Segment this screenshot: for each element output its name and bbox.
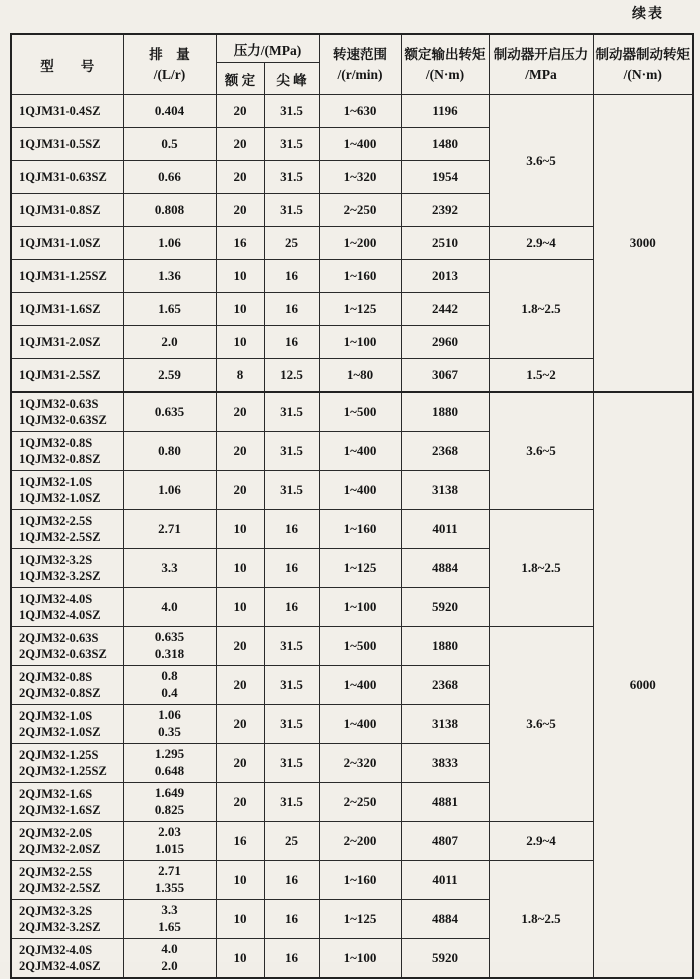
- displacement-value: 0.5: [161, 135, 178, 151]
- output-torque-cell: 1480: [401, 128, 489, 161]
- speed-range-cell: 1~80: [319, 359, 401, 393]
- table-row: [11, 95, 693, 128]
- displacement-value: 1.36: [158, 267, 181, 283]
- peak-pressure-cell: 16: [264, 293, 319, 326]
- brake-pressure-cell: 1.8~2.5: [489, 260, 593, 359]
- peak-pressure-cell: 31.5: [264, 627, 319, 666]
- speed-range-cell: 1~160: [319, 510, 401, 549]
- rated-pressure-cell: 20: [216, 627, 264, 666]
- rated-pressure-cell: 8: [216, 359, 264, 393]
- displacement-value: 1.295: [154, 746, 185, 762]
- table-row: [11, 822, 693, 861]
- output-torque-cell: 2392: [401, 194, 489, 227]
- header-brake-torque-title: 制动器制动转矩: [595, 46, 691, 62]
- header-pressure-peak: 尖 峰: [264, 63, 319, 95]
- displacement-value: 0.66: [158, 168, 181, 184]
- peak-pressure-cell: 31.5: [264, 161, 319, 194]
- model-name: 1QJM32-1.0SZ: [19, 491, 101, 505]
- model-cell: [11, 227, 123, 260]
- displacement-cell: [123, 744, 216, 783]
- brake-pressure-cell: 1.8~2.5: [489, 861, 593, 979]
- displacement-cell: [123, 432, 216, 471]
- header-brake-pressure-title: 制动器开启压力: [493, 46, 589, 62]
- rated-pressure-cell: 20: [216, 194, 264, 227]
- displacement-value: 1.06: [158, 481, 181, 497]
- model-name: 1QJM32-4.0SZ: [19, 608, 101, 622]
- output-torque-cell: 2960: [401, 326, 489, 359]
- displacement-cell: [123, 194, 216, 227]
- model-name: 2QJM32-1.6SZ: [19, 803, 101, 817]
- model-name: 2QJM32-1.0S: [19, 708, 93, 723]
- displacement-value: 2.59: [158, 366, 181, 382]
- peak-pressure-cell: 31.5: [264, 392, 319, 432]
- peak-pressure-cell: 31.5: [264, 744, 319, 783]
- displacement-cell: [123, 705, 216, 744]
- rated-pressure-cell: 10: [216, 900, 264, 939]
- displacement-value: 1.06: [158, 234, 181, 250]
- speed-range-cell: 1~125: [319, 549, 401, 588]
- rated-pressure-cell: 20: [216, 432, 264, 471]
- peak-pressure-cell: 31.5: [264, 471, 319, 510]
- rated-pressure-cell: 20: [216, 95, 264, 128]
- displacement-cell: [123, 227, 216, 260]
- model-name: 2QJM32-4.0S: [19, 942, 93, 957]
- rated-pressure-cell: 20: [216, 161, 264, 194]
- output-torque-cell: 3138: [401, 471, 489, 510]
- model-name: 2QJM32-2.0SZ: [19, 842, 101, 856]
- peak-pressure-cell: 31.5: [264, 128, 319, 161]
- displacement-value: 0.635: [154, 629, 185, 645]
- model-cell: [11, 588, 123, 627]
- output-torque-cell: 1196: [401, 95, 489, 128]
- model-cell: [11, 161, 123, 194]
- brake-pressure-cell: 3.6~5: [489, 627, 593, 822]
- model-name: 1QJM32-3.2SZ: [19, 569, 101, 583]
- header-displacement-title: 排 量: [149, 46, 190, 62]
- peak-pressure-cell: 31.5: [264, 194, 319, 227]
- header-brake-torque-unit: /(N·m): [623, 66, 662, 82]
- speed-range-cell: 1~100: [319, 588, 401, 627]
- model-cell: [11, 293, 123, 326]
- header-model: 型 号: [11, 34, 123, 95]
- table-row: [11, 510, 693, 549]
- header-speed: [319, 34, 401, 95]
- displacement-value: 3.3: [161, 902, 178, 918]
- speed-range-cell: 2~200: [319, 822, 401, 861]
- model-cell: [11, 549, 123, 588]
- displacement-cell: [123, 627, 216, 666]
- model-name: 2QJM32-0.8SZ: [19, 686, 101, 700]
- model-name: 1QJM32-2.5S: [19, 513, 93, 528]
- model-cell: [11, 861, 123, 900]
- speed-range-cell: 1~200: [319, 227, 401, 260]
- model-cell: [11, 900, 123, 939]
- model-cell: [11, 666, 123, 705]
- rated-pressure-cell: 20: [216, 744, 264, 783]
- header-speed-unit: /(r/min): [337, 66, 383, 82]
- displacement-cell: [123, 549, 216, 588]
- speed-range-cell: 1~160: [319, 861, 401, 900]
- model-name: 1QJM31-0.8SZ: [19, 202, 101, 217]
- brake-torque-cell: 6000: [593, 392, 693, 978]
- peak-pressure-cell: 25: [264, 227, 319, 260]
- output-torque-cell: 4011: [401, 510, 489, 549]
- speed-range-cell: 2~250: [319, 194, 401, 227]
- displacement-cell: [123, 861, 216, 900]
- displacement-cell: [123, 588, 216, 627]
- displacement-cell: [123, 161, 216, 194]
- output-torque-cell: 5920: [401, 939, 489, 979]
- displacement-cell: [123, 666, 216, 705]
- model-cell: [11, 822, 123, 861]
- model-cell: [11, 392, 123, 432]
- displacement-cell: [123, 900, 216, 939]
- model-name: 2QJM32-3.2SZ: [19, 920, 101, 934]
- peak-pressure-cell: 16: [264, 549, 319, 588]
- header-displacement: [123, 34, 216, 95]
- displacement-value: 0.318: [154, 646, 185, 661]
- displacement-value: 2.0: [161, 958, 178, 973]
- brake-pressure-cell: 3.6~5: [489, 392, 593, 510]
- displacement-value: 0.404: [154, 102, 185, 118]
- peak-pressure-cell: 31.5: [264, 432, 319, 471]
- model-name: 2QJM32-3.2S: [19, 903, 93, 918]
- speed-range-cell: 1~500: [319, 392, 401, 432]
- model-name: 2QJM32-2.5S: [19, 864, 93, 879]
- brake-pressure-cell: 2.9~4: [489, 227, 593, 260]
- rated-pressure-cell: 10: [216, 326, 264, 359]
- model-name: 1QJM31-2.0SZ: [19, 334, 101, 349]
- output-torque-cell: 1880: [401, 392, 489, 432]
- model-name: 2QJM32-1.25SZ: [19, 764, 107, 778]
- header-output-torque: [401, 34, 489, 95]
- speed-range-cell: 1~400: [319, 666, 401, 705]
- table-row: [11, 260, 693, 293]
- displacement-value: 0.648: [154, 763, 185, 778]
- displacement-cell: [123, 510, 216, 549]
- speed-range-cell: 2~320: [319, 744, 401, 783]
- model-name: 1QJM32-2.5SZ: [19, 530, 101, 544]
- rated-pressure-cell: 16: [216, 822, 264, 861]
- displacement-cell: [123, 392, 216, 432]
- speed-range-cell: 1~160: [319, 260, 401, 293]
- speed-range-cell: 1~125: [319, 900, 401, 939]
- displacement-cell: [123, 359, 216, 393]
- output-torque-cell: 1880: [401, 627, 489, 666]
- displacement-cell: [123, 326, 216, 359]
- model-name: 1QJM32-0.63SZ: [19, 413, 107, 427]
- speed-range-cell: 1~400: [319, 705, 401, 744]
- output-torque-cell: 2510: [401, 227, 489, 260]
- displacement-value: 1.015: [154, 841, 185, 856]
- displacement-cell: [123, 95, 216, 128]
- table-row: [11, 861, 693, 900]
- header-output-torque-title: 额定输出转矩: [404, 46, 486, 62]
- model-name: 1QJM32-0.8SZ: [19, 452, 101, 466]
- displacement-cell: [123, 471, 216, 510]
- model-name: 1QJM31-1.0SZ: [19, 235, 101, 250]
- header-speed-title: 转速范围: [333, 46, 388, 62]
- model-name: 2QJM32-2.5SZ: [19, 881, 101, 895]
- displacement-value: 4.0: [161, 941, 178, 957]
- displacement-value: 0.35: [158, 724, 181, 739]
- peak-pressure-cell: 16: [264, 900, 319, 939]
- rated-pressure-cell: 10: [216, 861, 264, 900]
- model-cell: [11, 627, 123, 666]
- displacement-value: 0.635: [154, 403, 185, 419]
- displacement-value: 1.355: [154, 880, 185, 895]
- model-cell: [11, 432, 123, 471]
- displacement-value: 0.825: [154, 802, 185, 817]
- rated-pressure-cell: 20: [216, 471, 264, 510]
- model-cell: [11, 471, 123, 510]
- rated-pressure-cell: 10: [216, 588, 264, 627]
- model-name: 1QJM31-0.5SZ: [19, 136, 101, 151]
- output-torque-cell: 2368: [401, 432, 489, 471]
- peak-pressure-cell: 16: [264, 588, 319, 627]
- rated-pressure-cell: 20: [216, 666, 264, 705]
- model-name: 2QJM32-1.0SZ: [19, 725, 101, 739]
- header-displacement-unit: /(L/r): [153, 66, 186, 82]
- model-cell: [11, 744, 123, 783]
- displacement-value: 0.8: [161, 668, 178, 684]
- model-name: 1QJM31-1.6SZ: [19, 301, 101, 316]
- rated-pressure-cell: 20: [216, 783, 264, 822]
- peak-pressure-cell: 16: [264, 939, 319, 979]
- model-name: 1QJM31-1.25SZ: [19, 268, 107, 283]
- peak-pressure-cell: 25: [264, 822, 319, 861]
- displacement-value: 2.71: [158, 520, 181, 536]
- rated-pressure-cell: 10: [216, 549, 264, 588]
- peak-pressure-cell: 16: [264, 510, 319, 549]
- output-torque-cell: 4884: [401, 549, 489, 588]
- brake-pressure-cell: 2.9~4: [489, 822, 593, 861]
- speed-range-cell: 1~630: [319, 95, 401, 128]
- model-cell: [11, 510, 123, 549]
- displacement-value: 2.71: [158, 863, 181, 879]
- model-name: 1QJM32-4.0S: [19, 591, 93, 606]
- displacement-value: 2.0: [161, 333, 178, 349]
- peak-pressure-cell: 16: [264, 326, 319, 359]
- speed-range-cell: 1~100: [319, 939, 401, 979]
- rated-pressure-cell: 10: [216, 260, 264, 293]
- output-torque-cell: 4884: [401, 900, 489, 939]
- model-name: 1QJM32-0.63S: [19, 396, 99, 411]
- displacement-value: 1.65: [158, 919, 181, 934]
- output-torque-cell: 2013: [401, 260, 489, 293]
- header-brake-torque: [593, 34, 693, 95]
- output-torque-cell: 3138: [401, 705, 489, 744]
- output-torque-cell: 5920: [401, 588, 489, 627]
- rated-pressure-cell: 10: [216, 939, 264, 979]
- model-name: 1QJM31-0.4SZ: [19, 103, 101, 118]
- output-torque-cell: 3833: [401, 744, 489, 783]
- displacement-value: 1.649: [154, 785, 185, 801]
- output-torque-cell: 2442: [401, 293, 489, 326]
- model-name: 1QJM32-0.8S: [19, 435, 93, 450]
- output-torque-cell: 4881: [401, 783, 489, 822]
- displacement-cell: [123, 293, 216, 326]
- peak-pressure-cell: 12.5: [264, 359, 319, 393]
- output-torque-cell: 4011: [401, 861, 489, 900]
- brake-pressure-cell: 1.5~2: [489, 359, 593, 393]
- displacement-cell: [123, 939, 216, 979]
- brake-torque-cell: 3000: [593, 95, 693, 393]
- rated-pressure-cell: 20: [216, 705, 264, 744]
- model-name: 2QJM32-0.63SZ: [19, 647, 107, 661]
- peak-pressure-cell: 31.5: [264, 783, 319, 822]
- continued-table-label: 续表: [632, 7, 664, 22]
- table-row: [11, 627, 693, 666]
- speed-range-cell: 1~400: [319, 432, 401, 471]
- rated-pressure-cell: 10: [216, 510, 264, 549]
- displacement-value: 1.65: [158, 300, 181, 316]
- peak-pressure-cell: 31.5: [264, 666, 319, 705]
- model-name: 2QJM32-4.0SZ: [19, 959, 101, 973]
- speed-range-cell: 1~500: [319, 627, 401, 666]
- model-name: 2QJM32-0.63S: [19, 630, 99, 645]
- displacement-value: 4.0: [161, 598, 178, 614]
- model-cell: [11, 95, 123, 128]
- model-cell: [11, 260, 123, 293]
- output-torque-cell: 2368: [401, 666, 489, 705]
- peak-pressure-cell: 31.5: [264, 95, 319, 128]
- header-output-torque-unit: /(N·m): [425, 66, 465, 82]
- speed-range-cell: 1~400: [319, 471, 401, 510]
- output-torque-cell: 4807: [401, 822, 489, 861]
- table-row: [11, 392, 693, 432]
- model-cell: [11, 359, 123, 393]
- displacement-value: 0.80: [158, 442, 181, 458]
- model-cell: [11, 939, 123, 979]
- rated-pressure-cell: 16: [216, 227, 264, 260]
- brake-pressure-cell: 3.6~5: [489, 95, 593, 227]
- displacement-cell: [123, 783, 216, 822]
- displacement-cell: [123, 822, 216, 861]
- model-cell: [11, 783, 123, 822]
- peak-pressure-cell: 16: [264, 260, 319, 293]
- rated-pressure-cell: 10: [216, 293, 264, 326]
- header-brake-pressure: [489, 34, 593, 95]
- model-name: 2QJM32-1.6S: [19, 786, 93, 801]
- output-torque-cell: 3067: [401, 359, 489, 393]
- speed-range-cell: 1~400: [319, 128, 401, 161]
- displacement-value: 1.06: [158, 707, 181, 723]
- model-name: 1QJM31-0.63SZ: [19, 169, 107, 184]
- displacement-value: 0.808: [154, 201, 185, 217]
- rated-pressure-cell: 20: [216, 392, 264, 432]
- table-row: [11, 227, 693, 260]
- model-name: 2QJM32-2.0S: [19, 825, 93, 840]
- displacement-value: 0.4: [161, 685, 178, 700]
- peak-pressure-cell: 16: [264, 861, 319, 900]
- header-row-1: [11, 34, 693, 63]
- header-brake-pressure-unit: /MPa: [525, 66, 557, 82]
- model-name: 1QJM32-3.2S: [19, 552, 93, 567]
- rated-pressure-cell: 20: [216, 128, 264, 161]
- model-name: 1QJM32-1.0S: [19, 474, 93, 489]
- brake-pressure-cell: 1.8~2.5: [489, 510, 593, 627]
- speed-range-cell: 1~125: [319, 293, 401, 326]
- model-cell: [11, 705, 123, 744]
- spec-table: [10, 33, 694, 979]
- table-row: [11, 359, 693, 393]
- model-name: 2QJM32-0.8S: [19, 669, 93, 684]
- displacement-cell: [123, 260, 216, 293]
- model-name: 1QJM31-2.5SZ: [19, 367, 101, 382]
- peak-pressure-cell: 31.5: [264, 705, 319, 744]
- header-pressure-group: 压力/(MPa): [216, 34, 319, 63]
- speed-range-cell: 2~250: [319, 783, 401, 822]
- model-cell: [11, 128, 123, 161]
- output-torque-cell: 1954: [401, 161, 489, 194]
- model-cell: [11, 326, 123, 359]
- displacement-cell: [123, 128, 216, 161]
- model-name: 2QJM32-1.25S: [19, 747, 99, 762]
- header-pressure-rated: 额 定: [216, 63, 264, 95]
- displacement-value: 2.03: [158, 824, 181, 840]
- model-cell: [11, 194, 123, 227]
- displacement-value: 3.3: [161, 559, 178, 575]
- speed-range-cell: 1~320: [319, 161, 401, 194]
- speed-range-cell: 1~100: [319, 326, 401, 359]
